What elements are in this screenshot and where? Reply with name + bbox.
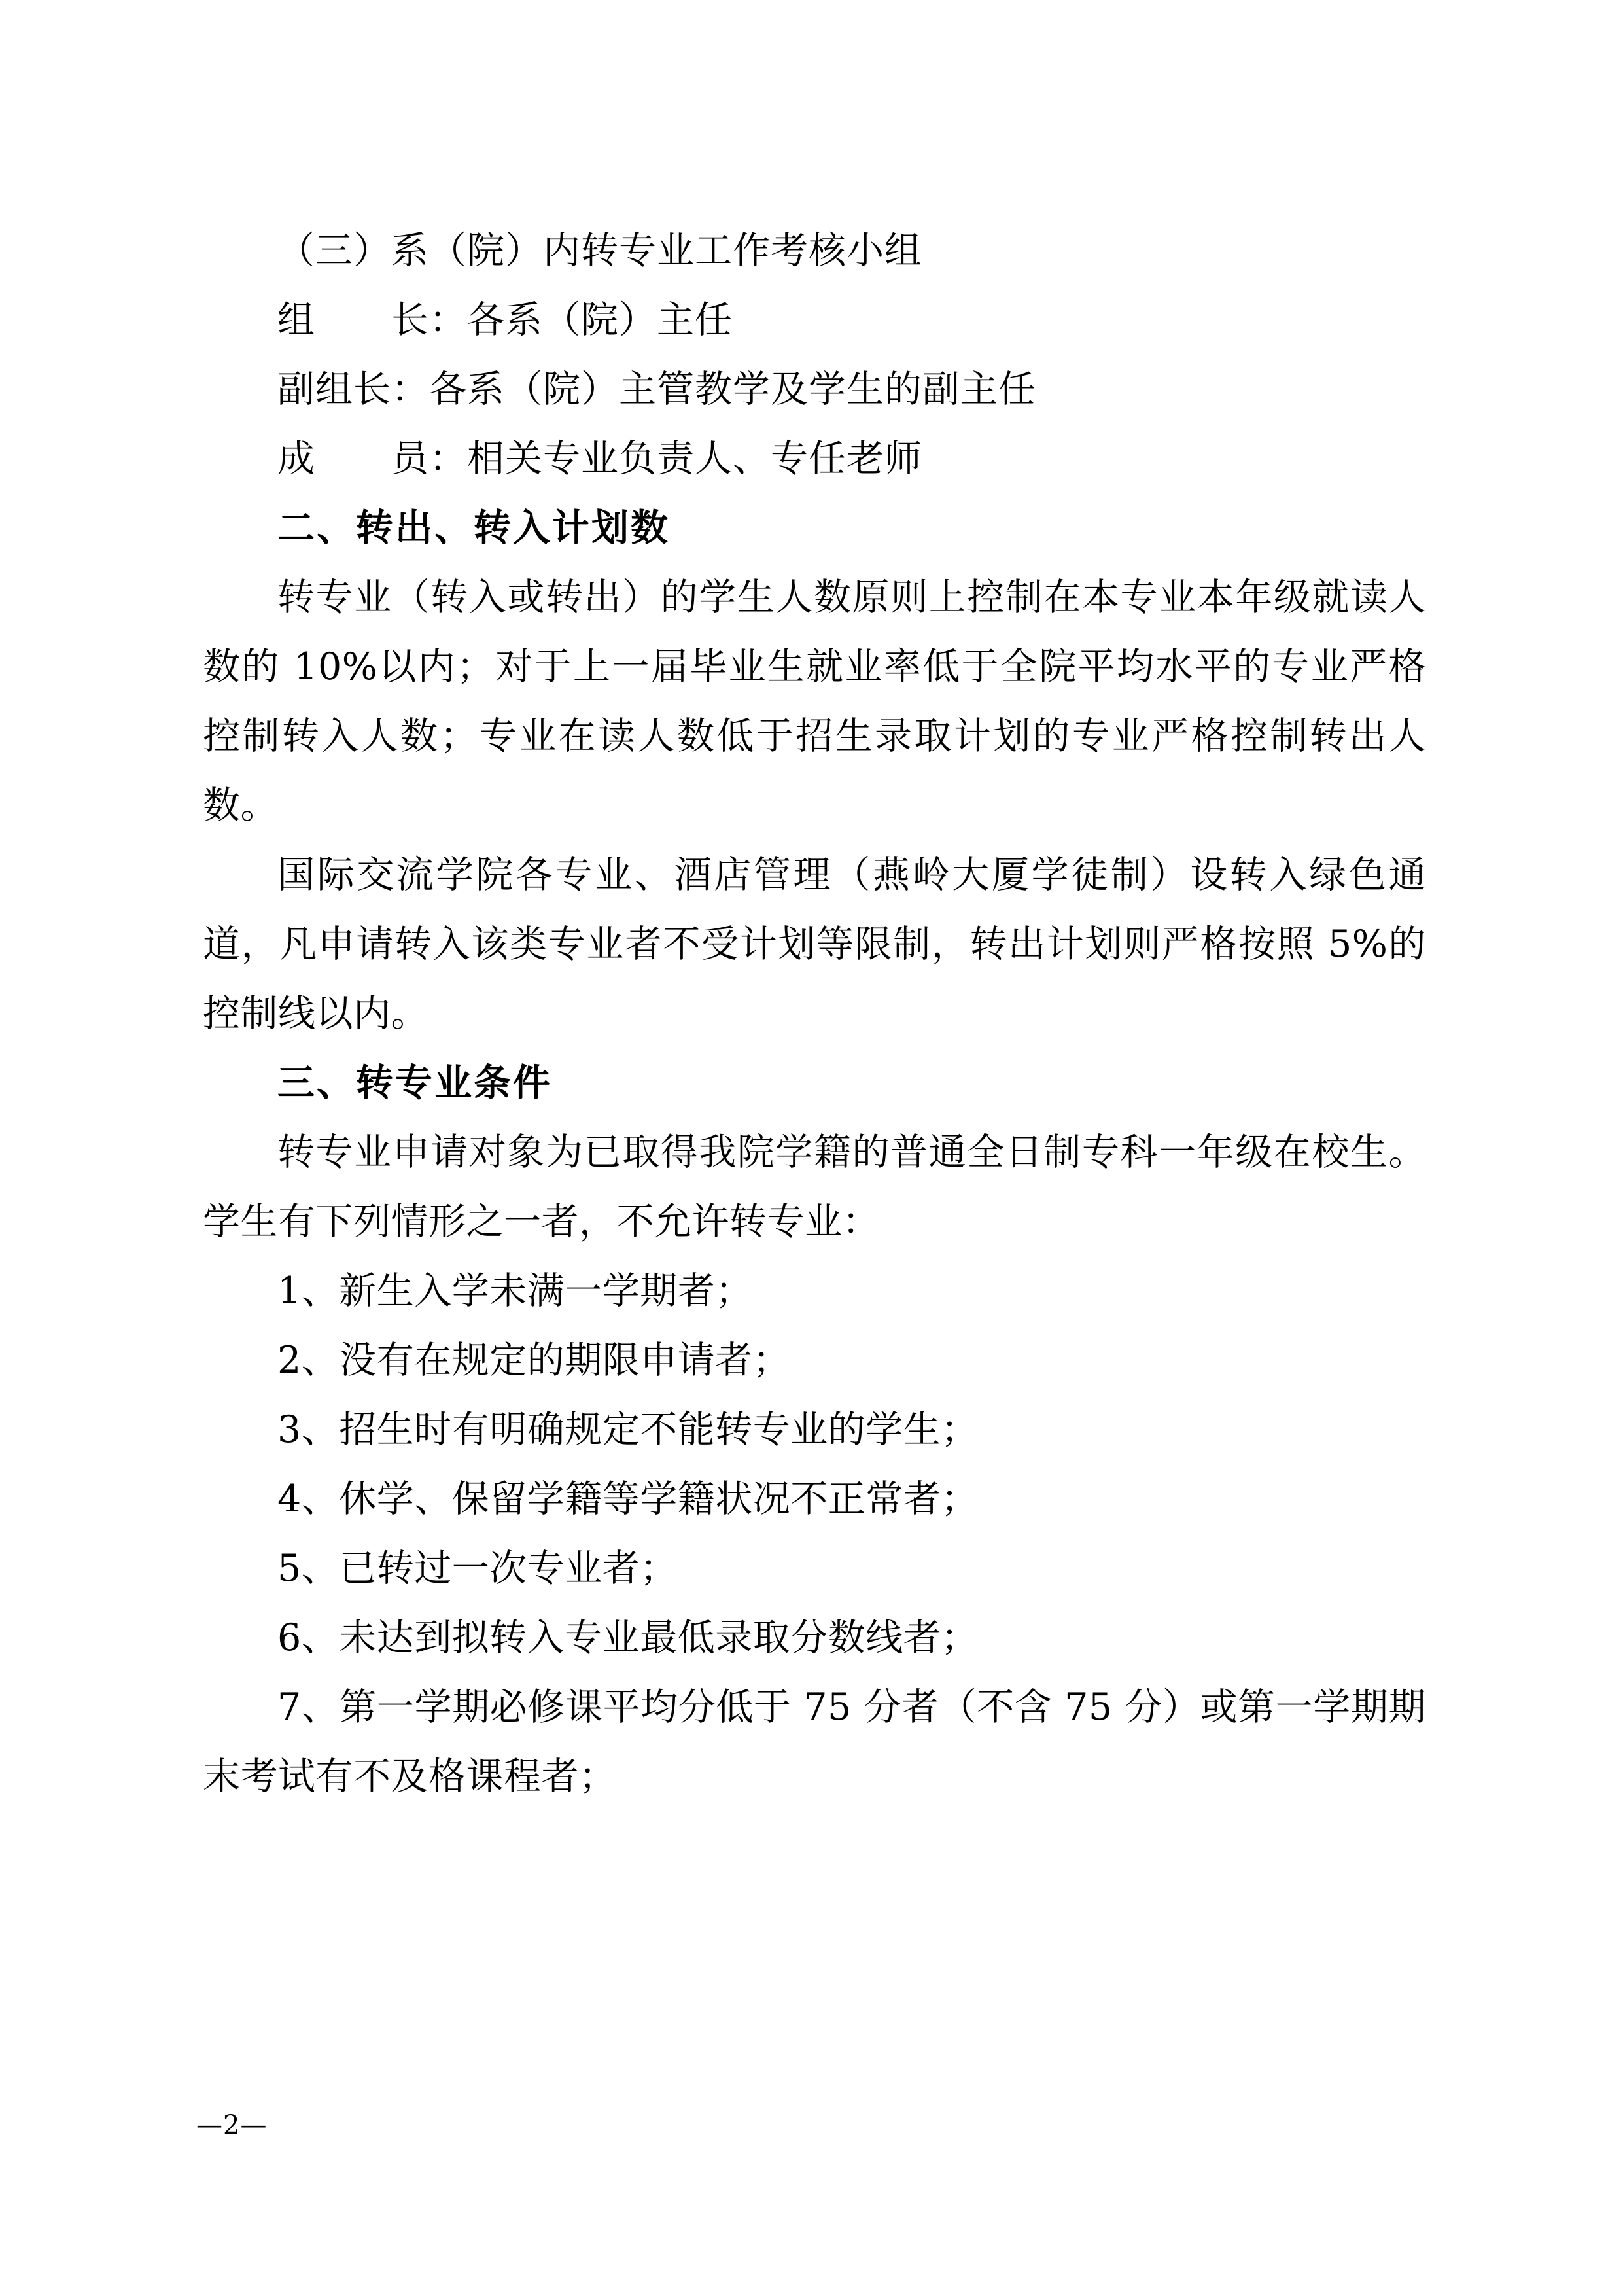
paragraph-eligibility: 转专业申请对象为已取得我院学籍的普通全日制专科一年级在校生。学生有下列情形之一者，不允许转专业： bbox=[203, 1131, 1426, 1243]
heading-section-three: 三、转专业条件 bbox=[277, 1061, 552, 1104]
role-line-members: 成 员：相关专业负责人、专任老师 bbox=[277, 437, 922, 480]
role-line-leader: 组 长：各系（院）主任 bbox=[277, 298, 733, 342]
role-line-deputy-leader: 副组长：各系（院）主管教学及学生的副主任 bbox=[277, 368, 1036, 411]
condition-item-4: 4、休学、保留学籍等学籍状况不正常者； bbox=[277, 1477, 979, 1521]
section-group-title: （三）系（院）内转专业工作考核小组 bbox=[277, 229, 922, 272]
condition-item-2: 2、没有在规定的期限申请者； bbox=[277, 1339, 791, 1382]
condition-item-7: 7、第一学期必修课平均分低于 75 分者（不含 75 分）或第一学期期末考试有不及格课程者； bbox=[203, 1686, 1426, 1798]
condition-item-3: 3、招生时有明确规定不能转专业的学生； bbox=[277, 1408, 979, 1451]
condition-item-1: 1、新生入学未满一学期者； bbox=[277, 1269, 753, 1313]
heading-section-two: 二、转出、转入计划数 bbox=[277, 506, 670, 550]
paragraph-green-channel: 国际交流学院各专业、酒店管理（燕岭大厦学徒制）设转入绿色通道，凡申请转入该类专业者不受计划等限制，转出计划则严格按照 5%的控制线以内。 bbox=[203, 853, 1426, 1035]
page-number: —2— bbox=[196, 2110, 268, 2140]
condition-item-6: 6、未达到拟转入专业最低录取分数线者； bbox=[277, 1616, 979, 1659]
condition-item-5: 5、已转过一次专业者； bbox=[277, 1547, 678, 1590]
document-body bbox=[203, 216, 1426, 1811]
paragraph-transfer-quota: 转专业（转入或转出）的学生人数原则上控制在本专业本年级就读人数的 10%以内；对于上一届毕业生就业率低于全院平均水平的专业严格控制转入人数；专业在读人数低于招生录取计划的专业严格控制转出人数。 bbox=[203, 576, 1426, 827]
